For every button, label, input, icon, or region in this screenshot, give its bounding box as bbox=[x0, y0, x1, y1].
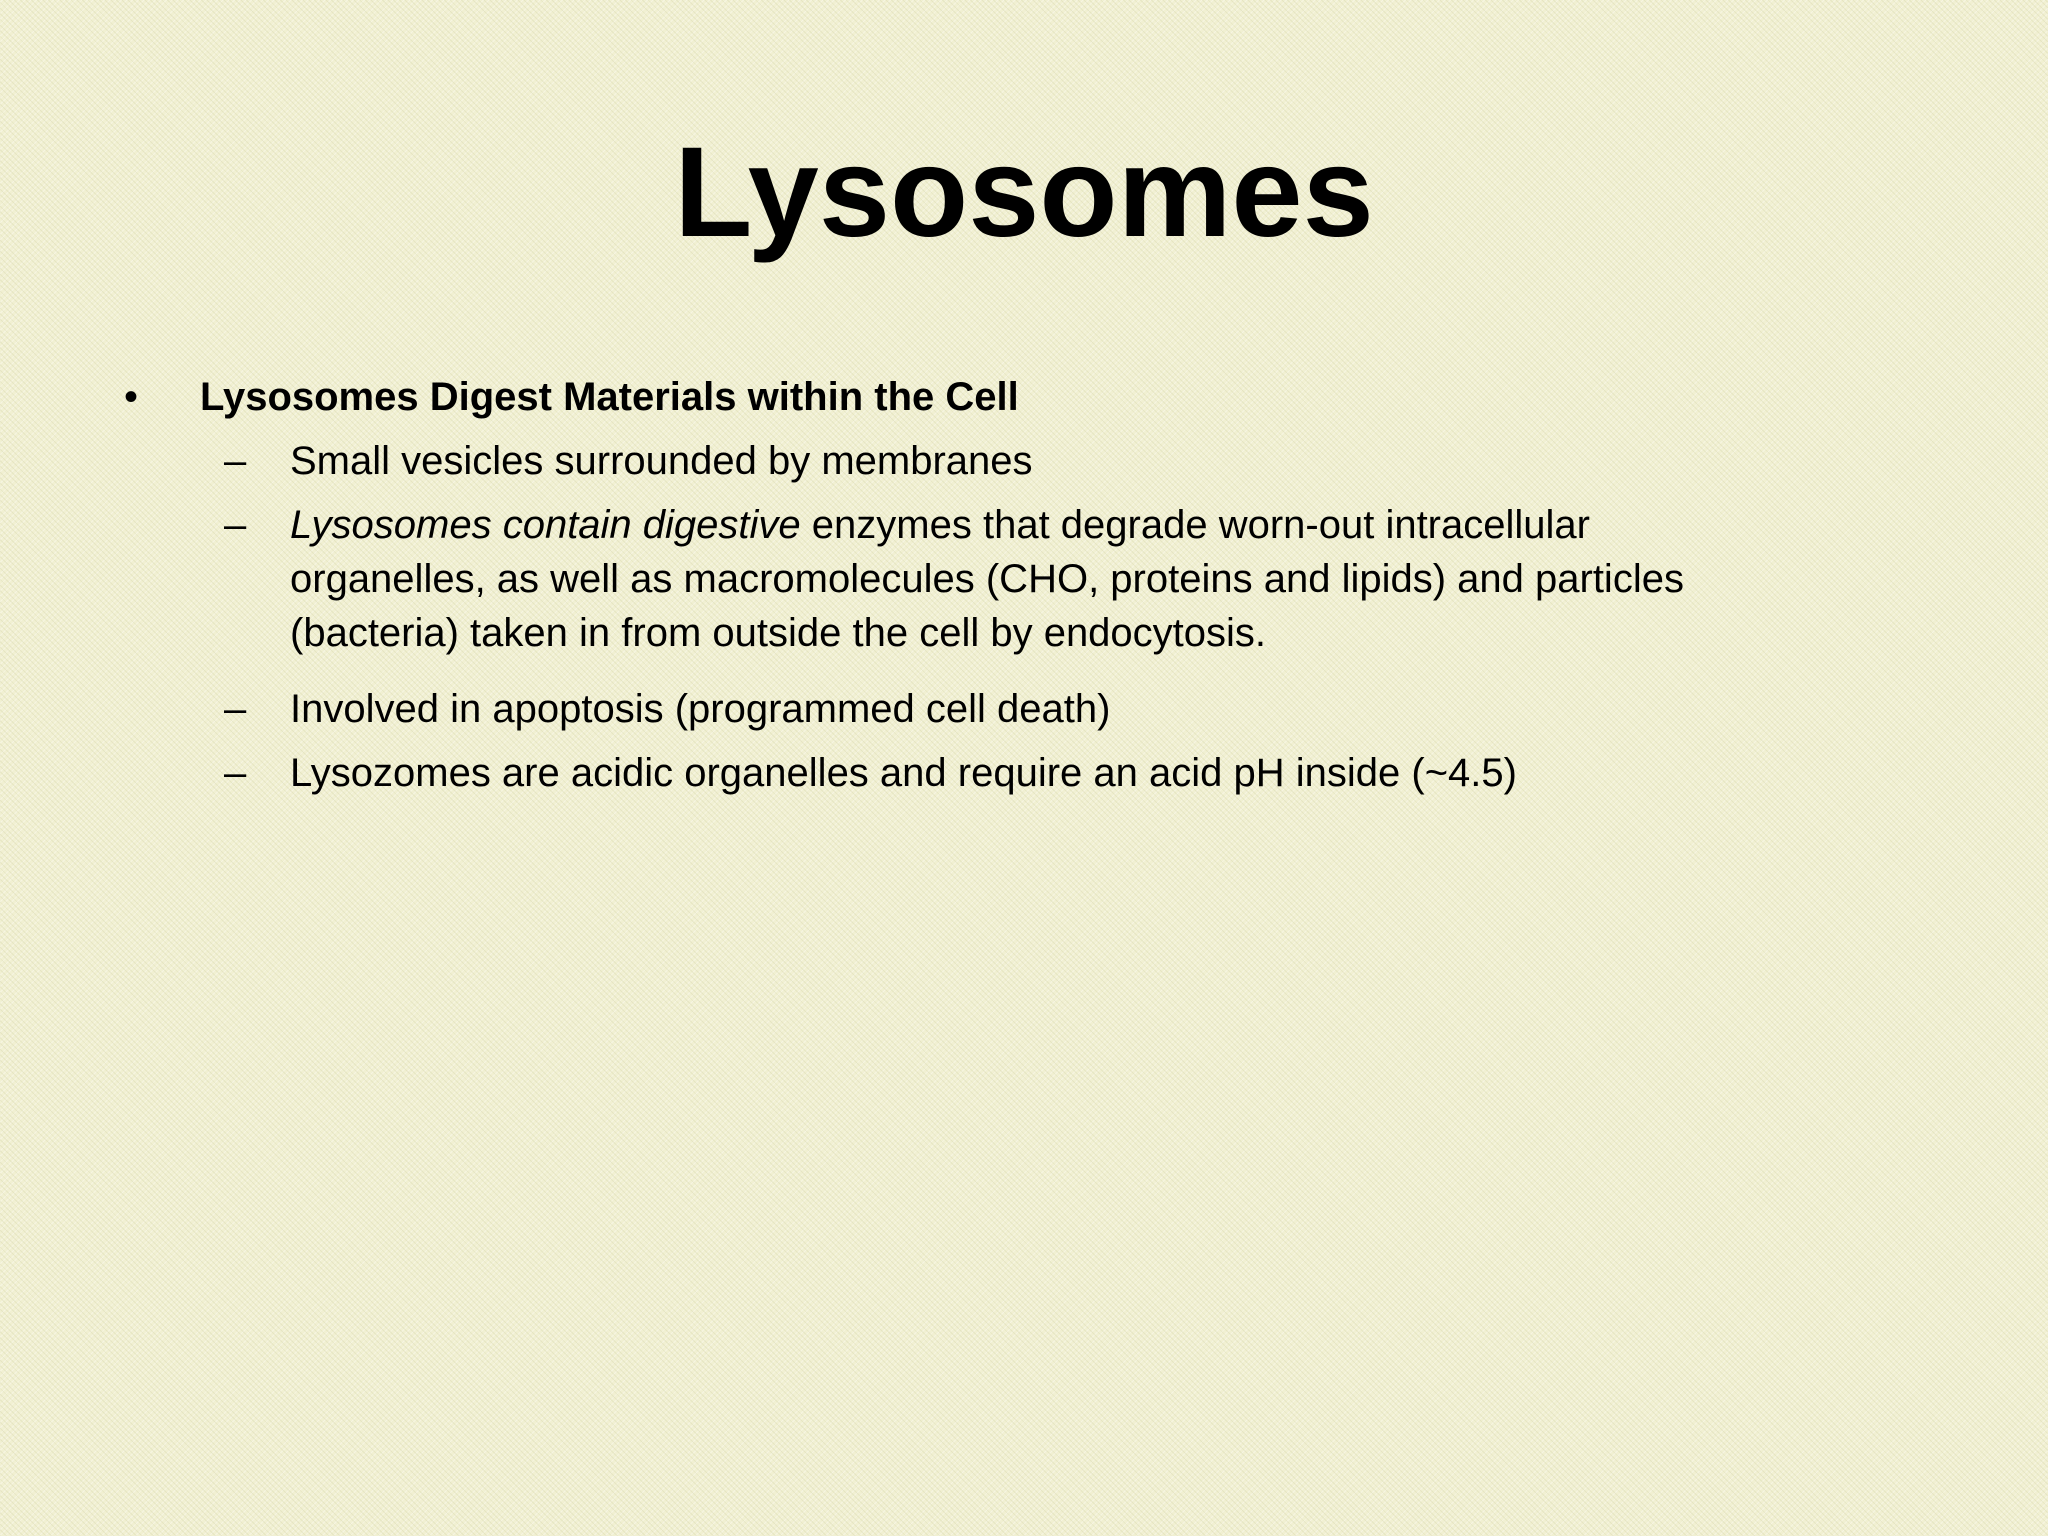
dash-icon: – bbox=[224, 439, 247, 483]
sub-item-line: organelles, as well as macromolecules (CHO, proteins and lipids) and particles bbox=[290, 557, 1684, 601]
sub-item-line: Lysozomes are acidic organelles and require an acid pH inside (~4.5) bbox=[290, 751, 1517, 795]
sub-item-text bbox=[290, 434, 1910, 488]
sub-item-text bbox=[290, 746, 1910, 800]
sub-item-line: Involved in apoptosis (programmed cell death) bbox=[290, 687, 1111, 731]
sub-item-text bbox=[290, 498, 1910, 660]
sub-item-line: Small vesicles surrounded by membranes bbox=[290, 439, 1033, 483]
sub-item-text bbox=[290, 682, 1910, 736]
dash-icon: – bbox=[224, 751, 247, 795]
sub-item-line: (bacteria) taken in from outside the cell by endocytosis. bbox=[290, 611, 1267, 655]
sub-item-line-rest: enzymes that degrade worn-out intracellular bbox=[800, 503, 1590, 547]
slide-title: Lysosomes bbox=[674, 121, 1374, 264]
bullet-icon: • bbox=[124, 375, 139, 419]
dash-icon: – bbox=[224, 503, 247, 547]
sub-item-line bbox=[290, 498, 1910, 552]
dash-icon: – bbox=[224, 687, 247, 731]
sub-item-italic-text: Lysosomes contain digestive bbox=[290, 503, 801, 547]
bullet-heading: Lysosomes Digest Materials within the Cell bbox=[200, 375, 1019, 419]
